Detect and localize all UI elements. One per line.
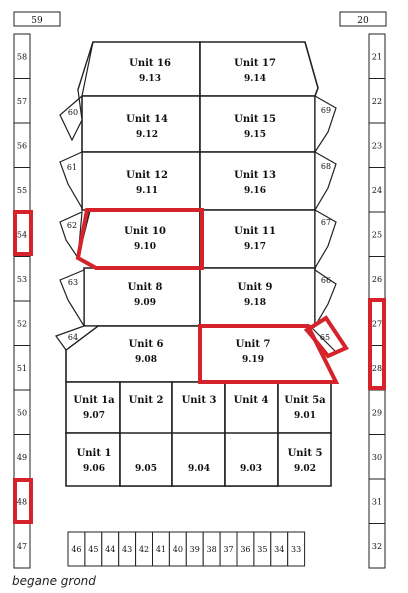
unit-outline xyxy=(78,42,200,96)
unit-code: 9.01 xyxy=(294,411,316,421)
parking-space-label: 37 xyxy=(223,545,234,554)
unit-outline xyxy=(225,433,278,486)
unit-code: 9.12 xyxy=(136,130,158,140)
unit-name: Unit 11 xyxy=(234,226,276,237)
unit-block[interactable] xyxy=(66,382,120,433)
unit-outline xyxy=(200,210,315,268)
unit-block[interactable] xyxy=(78,210,200,268)
storage-label: 64 xyxy=(67,333,79,342)
parking-space-label: 44 xyxy=(105,545,116,554)
unit-block[interactable] xyxy=(200,210,315,268)
unit-outline xyxy=(66,433,120,486)
parking-space-label: 45 xyxy=(88,545,99,554)
unit-name: Unit 15 xyxy=(234,114,276,125)
unit-code: 9.18 xyxy=(244,298,266,308)
unit-outline xyxy=(278,382,331,433)
unit-block[interactable] xyxy=(172,433,225,486)
parking-space-label: 58 xyxy=(16,52,28,62)
unit-block[interactable] xyxy=(82,96,200,152)
storage-outline xyxy=(60,152,82,208)
parking-space-label: 38 xyxy=(206,545,217,554)
unit-name: Unit 6 xyxy=(128,339,164,350)
storage-label: 65 xyxy=(319,333,331,342)
unit-code: 9.13 xyxy=(139,74,161,84)
storage-label: 68 xyxy=(320,162,332,171)
unit-code: 9.15 xyxy=(244,130,266,140)
parking-space-label: 29 xyxy=(371,408,383,418)
parking-space-label: 41 xyxy=(155,545,167,554)
unit-outline xyxy=(200,152,315,210)
parking-space-label: 36 xyxy=(240,545,251,554)
parking-space-label: 48 xyxy=(16,497,28,507)
unit-name: Unit 16 xyxy=(129,58,171,69)
storage-outline xyxy=(315,152,336,210)
floor-caption: begane grond xyxy=(12,574,96,588)
unit-name: Unit 10 xyxy=(124,226,166,237)
unit-block[interactable] xyxy=(278,433,331,486)
unit-name: Unit 5a xyxy=(284,395,326,406)
parking-space-label: 24 xyxy=(371,185,383,195)
parking-space-label: 54 xyxy=(16,230,28,240)
unit-outline xyxy=(78,210,200,268)
unit-block[interactable] xyxy=(78,42,200,96)
parking-space-label: 52 xyxy=(16,319,28,329)
parking-space-label: 22 xyxy=(371,96,383,106)
unit-block[interactable] xyxy=(278,382,331,433)
storage-label: 67 xyxy=(320,218,332,227)
parking-space-label: 43 xyxy=(122,545,133,554)
parking-space-label: 32 xyxy=(371,541,383,551)
unit-code: 9.09 xyxy=(134,298,156,308)
unit-name: Unit 9 xyxy=(237,282,273,293)
storage-label: 61 xyxy=(66,163,78,172)
parking-space-label: 42 xyxy=(138,545,150,554)
unit-block[interactable] xyxy=(200,42,318,96)
unit-name: Unit 14 xyxy=(126,114,168,125)
unit-block[interactable] xyxy=(66,433,120,486)
storage-unit[interactable] xyxy=(60,270,84,326)
unit-code: 9.19 xyxy=(242,355,264,365)
unit-outline xyxy=(82,152,200,210)
unit-name: Unit 13 xyxy=(234,170,276,181)
storage-unit[interactable] xyxy=(60,152,82,208)
unit-code: 9.03 xyxy=(240,464,262,474)
parking-space-label: 21 xyxy=(371,52,383,62)
parking-space-label: 26 xyxy=(371,274,383,284)
parking-space-label: 47 xyxy=(16,541,28,551)
storage-label: 60 xyxy=(67,108,79,117)
unit-block[interactable] xyxy=(84,268,200,326)
parking-space-label: 55 xyxy=(16,185,28,195)
unit-name: Unit 8 xyxy=(127,282,163,293)
unit-name: Unit 5 xyxy=(287,448,323,459)
parking-space-label: 46 xyxy=(71,545,82,554)
unit-code: 9.06 xyxy=(83,464,105,474)
unit-block[interactable] xyxy=(200,96,315,152)
parking-space-label: 56 xyxy=(16,141,28,151)
parking-space-label: 57 xyxy=(16,96,28,106)
parking-space-label: 50 xyxy=(16,408,28,418)
unit-code: 9.17 xyxy=(244,242,266,252)
unit-code: 9.04 xyxy=(188,464,210,474)
parking-space-label: 31 xyxy=(371,497,383,507)
unit-name: Unit 7 xyxy=(235,339,271,350)
unit-outline xyxy=(66,382,120,433)
parking-space-label: 59 xyxy=(31,16,43,26)
unit-name: Unit 3 xyxy=(181,395,217,406)
unit-code: 9.07 xyxy=(83,411,105,421)
parking-space-label: 33 xyxy=(291,545,302,554)
parking-space-label: 53 xyxy=(16,274,28,284)
unit-code: 9.10 xyxy=(134,242,156,252)
storage-label: 63 xyxy=(67,278,79,287)
storage-label: 66 xyxy=(320,276,332,285)
unit-code: 9.08 xyxy=(135,355,157,365)
parking-space-label: 25 xyxy=(371,230,383,240)
parking-space-label: 28 xyxy=(371,363,383,373)
unit-name: Unit 12 xyxy=(126,170,168,181)
parking-space-label: 51 xyxy=(16,363,28,373)
parking-space-label: 27 xyxy=(371,319,383,329)
unit-block[interactable] xyxy=(82,152,200,210)
parking-space-label: 49 xyxy=(16,452,28,462)
unit-block[interactable] xyxy=(200,268,315,326)
storage-outline xyxy=(315,96,336,152)
unit-code: 9.14 xyxy=(244,74,266,84)
parking-space-label: 34 xyxy=(274,545,285,554)
parking-space-label: 20 xyxy=(357,16,369,26)
unit-code: 9.11 xyxy=(136,186,158,196)
parking-space-label: 23 xyxy=(371,141,383,151)
unit-name: Unit 2 xyxy=(128,395,164,406)
unit-code: 9.16 xyxy=(244,186,266,196)
unit-code: 9.05 xyxy=(135,464,157,474)
parking-space-label: 35 xyxy=(257,545,268,554)
unit-code: 9.02 xyxy=(294,464,316,474)
unit-name: Unit 1a xyxy=(73,395,115,406)
unit-name: Unit 17 xyxy=(234,58,276,69)
unit-outline xyxy=(172,433,225,486)
storage-unit[interactable] xyxy=(315,210,336,268)
storage-label: 62 xyxy=(66,221,78,230)
storage-unit[interactable] xyxy=(315,152,336,210)
unit-outline xyxy=(84,268,200,326)
unit-outline xyxy=(278,433,331,486)
unit-name: Unit 1 xyxy=(76,448,112,459)
storage-unit[interactable] xyxy=(315,96,336,152)
storage-label: 69 xyxy=(320,106,332,115)
unit-block[interactable] xyxy=(120,433,172,486)
unit-block[interactable] xyxy=(200,152,315,210)
parking-space-label: 39 xyxy=(189,545,200,554)
unit-outline xyxy=(200,268,315,326)
unit-outline xyxy=(200,42,318,96)
unit-outline xyxy=(120,433,172,486)
parking-space-label: 30 xyxy=(371,452,383,462)
unit-block[interactable] xyxy=(225,433,278,486)
unit-name: Unit 4 xyxy=(233,395,269,406)
parking-space-label: 40 xyxy=(172,545,183,554)
